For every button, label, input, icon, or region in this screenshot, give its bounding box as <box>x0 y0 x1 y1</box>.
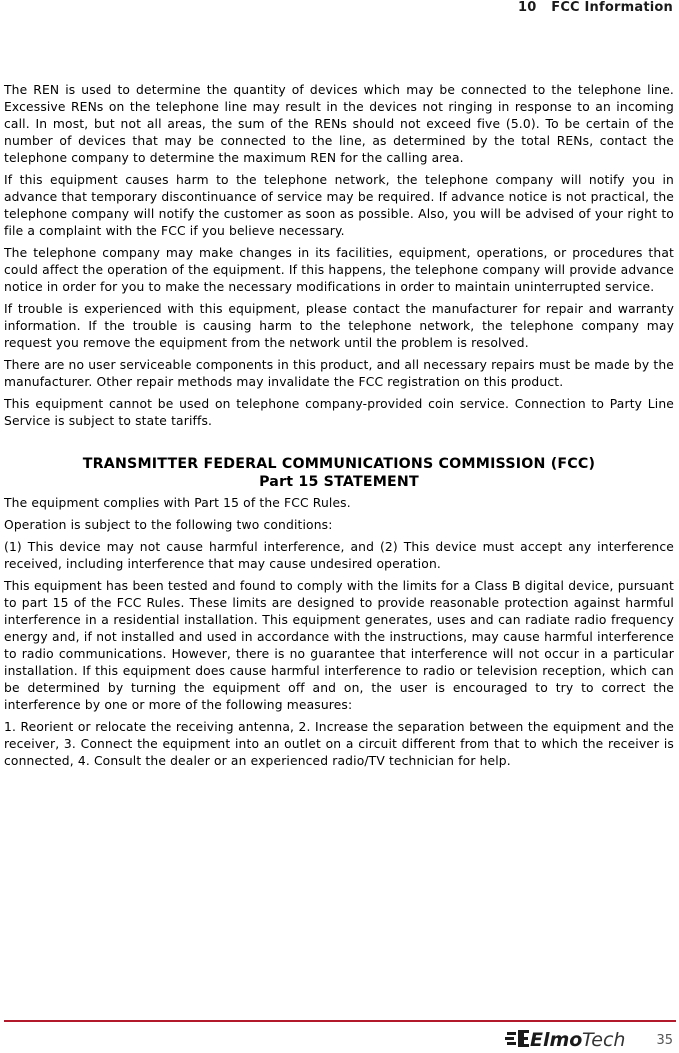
page-number: 35 <box>656 1033 673 1048</box>
footer-divider <box>4 1020 676 1022</box>
chapter-number: 10 <box>518 0 537 15</box>
paragraph-measures: 1. Reorient or relocate the receiving antenna, 2. Increase the separation between the equipment and the receiver, 3. Connect the equipment into an outlet on a circuit different from that to which the receiver is connected, 4. Consult the dealer or an experienced radio/TV technician for help. <box>4 720 674 768</box>
paragraph-ren: The REN is used to determine the quantity of devices which may be connected to the telephone line. Excessive RENs on the telephone line may result in the devices not ringing in response to an incoming call. In most, but not all areas, the sum of the RENs should not exceed five (5.0). To be certain of the number of devices that may be connected to the line, as determined by the total RENs, contact the telephone company to determine the maximum REN for the calling area. <box>4 83 674 165</box>
elmotech-logo-mark-icon <box>505 1026 645 1050</box>
paragraph-trouble: If trouble is experienced with this equipment, please contact the manufacturer for repair and warranty information. If the trouble is causing harm to the telephone network, the telephone company may request you remove the equipment from the network until the problem is resolved. <box>4 302 674 350</box>
paragraph-complies: The equipment complies with Part 15 of the FCC Rules. <box>4 496 351 510</box>
paragraph-network-harm: If this equipment causes harm to the telephone network, the telephone company will notify you in advance that temporary discontinuance of service may be required. If advance notice is not practical, the telephone company will notify the customer as soon as possible. Also, you will be advised of your right to file a complaint with the FCC if you believe necessary. <box>4 173 674 238</box>
elmotech-logo <box>505 1026 645 1050</box>
paragraph-facility-changes: The telephone company may make changes in its facilities, equipment, operations, or procedures that could affect the operation of the equipment. If this happens, the telephone company will provide advance notice in order for you to make the necessary modifications in order to maintain uninterrupted service. <box>4 246 674 294</box>
chapter-title: FCC Information <box>551 0 673 15</box>
logo-text-primary: Elmo <box>530 1029 583 1050</box>
section-heading <box>4 455 674 491</box>
section-heading-line1: TRANSMITTER FEDERAL COMMUNICATIONS COMMISSION (FCC) <box>82 456 596 472</box>
page-body <box>4 82 674 775</box>
paragraph-conditions: Operation is subject to the following two conditions: <box>4 518 333 532</box>
section-heading-line2: Part 15 STATEMENT <box>259 474 419 490</box>
paragraph-class-b: This equipment has been tested and found to comply with the limits for a Class B digital device, pursuant to part 15 of the FCC Rules. These limits are designed to provide reasonable protection against harmful interference in a residential installation. This equipment generates, uses and can radiate radio frequency energy and, if not installed and used in accordance with the instructions, may cause harmful interference to radio communications. However, there is no guarantee that interference will not occur in a particular installation. If this equipment does cause harmful interference to radio or television reception, which can be determined by turning the equipment off and on, the user is encouraged to try to correct the interference by one or more of the following measures: <box>4 579 674 712</box>
chapter-header <box>518 0 673 15</box>
logo-text-secondary: Tech <box>582 1029 626 1050</box>
paragraph-condition-list: (1) This device may not cause harmful interference, and (2) This device must accept any interference received, including interference that may cause undesired operation. <box>4 540 674 571</box>
paragraph-repairs: There are no user serviceable components in this product, and all necessary repairs must be made by the manufacturer. Other repair methods may invalidate the FCC registration on this product. <box>4 358 674 389</box>
paragraph-coin-service: This equipment cannot be used on telephone company-provided coin service. Connection to Party Line Service is subject to state tariffs. <box>4 397 674 428</box>
